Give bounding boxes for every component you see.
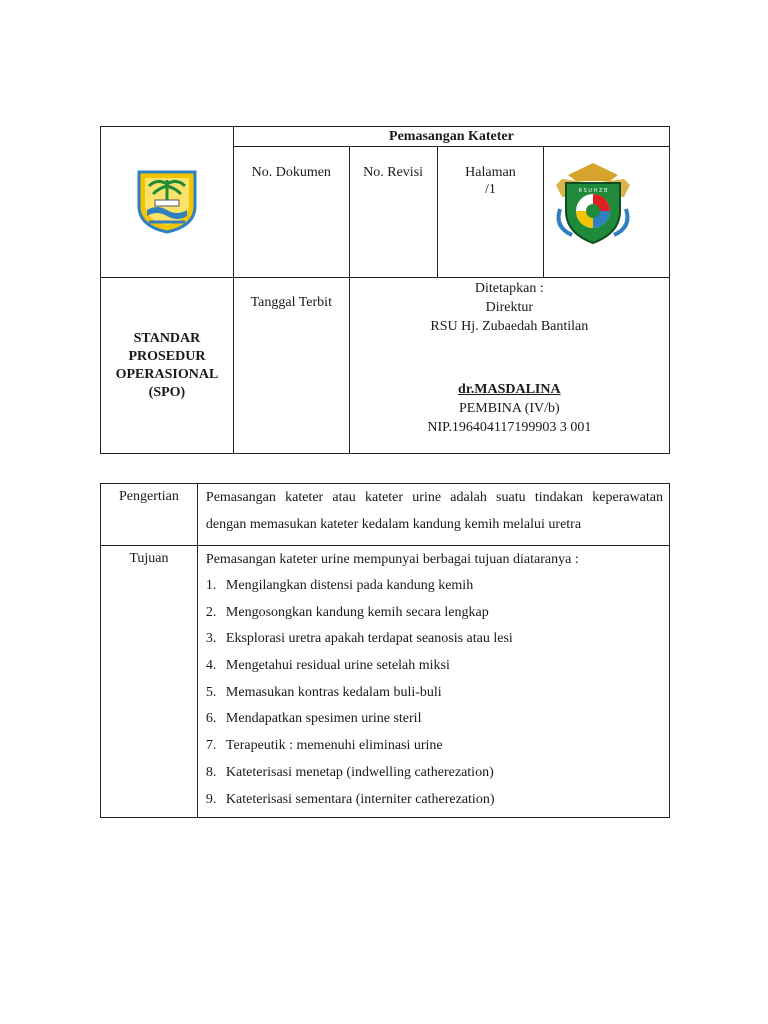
list-item	[206, 600, 663, 627]
list-item-text: Memasukan kontras kedalam buli-buli	[225, 684, 442, 700]
list-item-number: 7.	[205, 738, 217, 754]
pengertian-line: Pemasangan kateter atau kateter urine adalah suatu tindakan keperawatan	[205, 490, 663, 505]
list-item-text: Mendapatkan spesimen urine steril	[225, 711, 422, 727]
spo-content-table	[100, 483, 670, 818]
list-item-text: Mengilangkan distensi pada kandung kemih	[225, 578, 474, 593]
list-item	[206, 626, 663, 653]
list-item	[206, 787, 663, 814]
ditetapkan-label: Ditetapkan :	[474, 281, 544, 296]
list-item	[206, 733, 663, 760]
list-item-text: Mengosongkan kandung kemih secara lengkap	[225, 604, 489, 620]
ditetapkan-cell	[349, 278, 669, 454]
tujuan-list	[206, 573, 663, 813]
list-item	[206, 573, 663, 600]
list-item	[206, 653, 663, 680]
pengertian-label: Pengertian	[101, 484, 198, 546]
list-item-text: Eksplorasi uretra apakah terdapat seanosis atau lesi	[225, 631, 513, 647]
list-item	[206, 760, 663, 787]
halaman-cell	[437, 147, 544, 278]
spo-line: (SPO)	[148, 384, 186, 400]
list-item-number: 3.	[205, 631, 217, 647]
tanggal-terbit-cell	[233, 278, 349, 454]
list-item	[206, 680, 663, 707]
tanggal-terbit-label: Tanggal Terbit	[250, 295, 332, 310]
pengertian-row	[101, 484, 670, 546]
halaman-value: /1	[484, 182, 496, 197]
list-item-text: Kateterisasi menetap (indwelling catherezation)	[225, 764, 494, 780]
halaman-label: Halaman	[465, 165, 516, 180]
spo-header-table	[100, 126, 670, 454]
list-item-text: Kateterisasi sementara (interniter catherezation)	[225, 791, 495, 807]
regency-coat-of-arms-icon	[133, 166, 201, 234]
jabatan: Direktur	[485, 300, 534, 315]
document-title: Pemasangan Kateter	[233, 127, 669, 147]
right-logo-cell	[544, 147, 670, 278]
spo-cell	[101, 278, 234, 454]
no-dokumen-cell	[233, 147, 349, 278]
left-logo-cell	[101, 127, 234, 278]
no-dokumen-label: No. Dokumen	[251, 165, 331, 180]
instansi: RSU Hj. Zubaedah Bantilan	[430, 319, 589, 334]
signatory-name: dr.MASDALINA	[458, 382, 561, 397]
tujuan-label: Tujuan	[101, 546, 198, 818]
no-revisi-label: No. Revisi	[363, 165, 424, 180]
spo-line: STANDAR	[133, 330, 201, 346]
list-item-number: 4.	[205, 658, 217, 674]
list-item-number: 5.	[205, 684, 217, 700]
list-item	[206, 706, 663, 733]
list-item-number: 6.	[205, 711, 217, 727]
list-item-number: 2.	[205, 604, 217, 620]
signatory-nip: NIP.196404117199903 3 001	[427, 420, 592, 435]
hospital-emblem-icon	[550, 161, 636, 247]
no-revisi-cell	[349, 147, 437, 278]
spo-line: PROSEDUR	[128, 348, 206, 364]
signatory-rank: PEMBINA (IV/b)	[458, 401, 560, 416]
spo-line: OPERASIONAL	[115, 366, 219, 382]
list-item-number: 8.	[205, 764, 217, 780]
pengertian-line: dengan memasukan kateter kedalam kandung kemih melalui uretra	[205, 517, 582, 532]
tujuan-intro: Pemasangan kateter urine mempunyai berbagai tujuan diataranya :	[205, 552, 579, 567]
list-item-text: Mengetahui residual urine setelah miksi	[225, 658, 450, 674]
list-item-number: 9.	[205, 791, 217, 807]
list-item-text: Terapeutik : memenuhi eliminasi urine	[225, 738, 443, 754]
list-item-number: 1.	[205, 578, 217, 593]
pengertian-text	[197, 484, 669, 546]
emblem-text: R S U H Z B	[578, 188, 608, 194]
tujuan-text	[197, 546, 669, 818]
tujuan-row	[101, 546, 670, 818]
